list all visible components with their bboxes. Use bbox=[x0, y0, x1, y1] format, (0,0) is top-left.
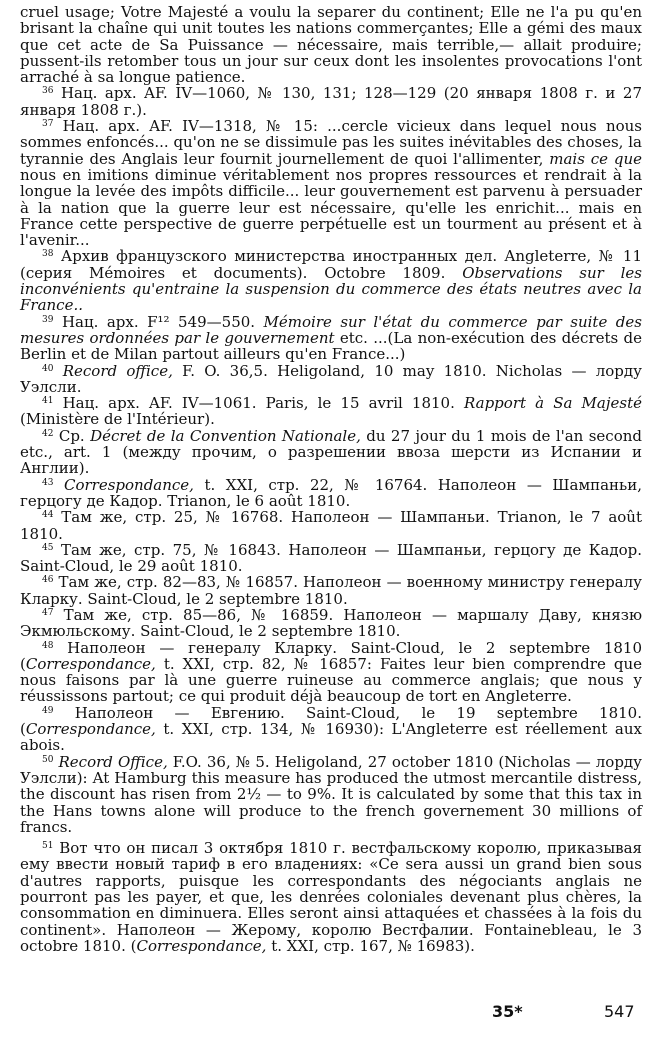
footnote-number: 43 bbox=[42, 477, 54, 488]
footnote-text: nous en imitions diminue véritablement nos propres ressources et rendrait à la longue la levée des impôts difficile... leur gouvernement est parvenu à persuader à la nation que la guerre leur est nécessaire, qu'elle les enrichit... mais en France cette perspective de guerre perpétuelle est un tourment au présent et à l'avenir... bbox=[20, 165, 642, 250]
footnote-italic-text: Correspondance, bbox=[136, 936, 267, 955]
footnote-text: Нац. арх. F¹² 549—550. bbox=[61, 312, 264, 331]
footnote-text: etc. ...(La non-exécution des décrets de Berlin et de Milan partout ailleurs qu'en France...) bbox=[20, 328, 642, 364]
footnote-number: 46 bbox=[42, 575, 54, 586]
footnote-text: (Ministère de l'Intérieur). bbox=[20, 410, 215, 429]
footnote-list bbox=[20, 85, 642, 954]
footnote-italic-text: Observations sur les inconvénients qu'entraine la suspension du commerce des états neutres avec la France.. bbox=[20, 263, 642, 315]
footnote bbox=[20, 542, 642, 575]
footnote-italic-text: Rapport à Sa Majesté bbox=[464, 394, 642, 413]
footnote bbox=[20, 248, 642, 313]
footnote-italic-text: Décret de la Convention Nationale, bbox=[90, 426, 361, 445]
footnote-text: Там же, стр. 82—83, № 16857. Наполеон — военному министру генералу Кларку. Saint-Cloud, le 2 septembre 1810. bbox=[20, 573, 642, 608]
footnote-italic-text: Record office, bbox=[62, 361, 173, 380]
footnote-text: Ср. bbox=[58, 426, 91, 445]
footnote bbox=[20, 640, 642, 705]
lead-paragraph: cruel usage; Votre Majesté a voulu la separer du continent; Elle ne l'a pu qu'en brisant la chaîne qui unit toutes les nations commerçantes; Elle a gémi des maux que cet acte de Sa Puissance — nécessaire, mais terrible,— allait produire; pussent-ils retomber tous un jour sur ceux dont les insolentes provocations l'ont arraché à sa longue patience. bbox=[20, 3, 642, 87]
footnote-number: 48 bbox=[42, 640, 54, 651]
footnote-italic-text: Correspondance, bbox=[25, 720, 156, 739]
footnote bbox=[20, 607, 642, 640]
footnote-text: du 27 jour du 1 mois de l'an second etc., art. 1 (между прочим, о разрешении ввоза шерсти из Испании и Англии). bbox=[20, 426, 642, 478]
footnote-text: Наполеон — генералу Кларку. Saint-Cloud, le 2 septembre 1810 ( bbox=[20, 638, 642, 673]
footnote bbox=[20, 428, 642, 477]
footnote-number: 49 bbox=[42, 705, 54, 716]
footnote-number: 42 bbox=[42, 428, 54, 439]
footnote-text: Там же, стр. 85—86, № 16859. Наполеон — маршалу Даву, князю Экмюльскому. Saint-Cloud, le 2 septembre 1810. bbox=[20, 605, 642, 641]
footnote-italic-text: Correspondance, bbox=[63, 475, 194, 494]
footnote bbox=[20, 477, 642, 510]
footnote-text: t. XXI, стр. 167, № 16983). bbox=[266, 936, 475, 955]
footnote-text: Наполеон — Евгению. Saint-Cloud, le 19 septembre 1810. ( bbox=[20, 703, 642, 739]
footnote-number: 47 bbox=[42, 607, 54, 618]
footnote-text: Нац. арх. AF. IV—1318, № 15: ...cercle vicieux dans lequel nous nous sommes enfoncés... qu'on ne se dissimule pas les suites inévitables des choses, la tyrannie des Anglais leur fournit journellement de quoi l'allimenter, bbox=[20, 117, 642, 168]
footnote-text: Нац. арх. AF. IV—1060, № 130, 131; 128—129 (20 января 1808 г. и 27 января 1808 г.). bbox=[20, 84, 642, 119]
footnote bbox=[20, 574, 642, 607]
footnote-number: 37 bbox=[42, 119, 54, 130]
footnote-number: 45 bbox=[42, 542, 54, 553]
footnote-text: t. XXI, стр. 22, № 16764. Наполеон — Шампаньи, герцогу де Кадор. Trianon, le 6 août 1810. bbox=[20, 475, 642, 510]
footnotes-column bbox=[20, 4, 642, 954]
footnote bbox=[20, 314, 642, 363]
footnote-text: t. XXI, стр. 134, № 16930): L'Angleterre est réellement aux abois. bbox=[20, 720, 642, 755]
footnote-text: t. XXI, стр. 82, № 16857: Faites leur bien comprendre que nous faisons par là une guerre ruineuse au commerce anglais; que nous y réussissons partout; ce qui produit déjà beaucoup de tort en Angleterre. bbox=[20, 654, 642, 706]
footnote bbox=[20, 509, 642, 542]
footnote bbox=[20, 363, 642, 396]
signature-mark: 35* bbox=[492, 1002, 523, 1021]
footnote-number: 44 bbox=[42, 510, 54, 521]
footnote-italic-text: mais ce que bbox=[549, 149, 643, 168]
footnote-italic-text: Mémoire sur l'état du commerce par suite des mesures ordonnées par le gouvernement bbox=[20, 312, 642, 347]
footnote-text: Вот что он писал 3 октября 1810 г. вестфальскому королю, приказывая ему ввести новый тариф в его владениях: «Ce sera aussi un grand bien sous d'autres rapports, puisque les correspondants des négociants anglais ne pourront pas les payer, et que, les denrées coloniales devenant plus chères, la consommation en diminuera. Elles seront ainsi attaquées et chassées à la fois du continent». Наполеон — Жерому, королю Вестфалии. Fontainebleau, le 3 octobre 1810. ( bbox=[20, 839, 642, 955]
page-number: 547 bbox=[604, 1002, 635, 1021]
footnote bbox=[20, 118, 642, 248]
footnote-number: 39 bbox=[42, 314, 54, 325]
footnote-italic-text: Correspondance, bbox=[25, 654, 156, 673]
footnote-number: 50 bbox=[42, 754, 54, 765]
footnote-number: 36 bbox=[42, 86, 54, 97]
page-footer bbox=[0, 1004, 662, 1028]
footnote bbox=[20, 85, 642, 118]
footnote-text: Там же, стр. 25, № 16768. Наполеон — Шампаньи. Trianon, le 7 août 1810. bbox=[20, 508, 642, 543]
footnote-text: F. O. 36,5. Heligoland, 10 may 1810. Nicholas — лорду Уэлсли. bbox=[20, 361, 642, 396]
footnote-text: Архив французского министерства иностранных дел. Angleterre, № 11 (серия Mémoires et documents). Octobre 1809. bbox=[20, 247, 642, 282]
footnote-number: 41 bbox=[42, 396, 54, 407]
footnote-number: 51 bbox=[42, 841, 54, 852]
footnote bbox=[20, 840, 642, 954]
footnote bbox=[20, 705, 642, 754]
footnote-number: 40 bbox=[42, 363, 54, 374]
footnote bbox=[20, 395, 642, 428]
footnote-text: Нац. арх. AF. IV—1061. Paris, le 15 avril 1810. bbox=[62, 394, 464, 413]
footnote-text: F.O. 36, № 5. Heligoland, 27 october 1810 (Nicholas — лорду Уэлсли): At Hamburg this measure has produced the utmost mercantile distress, the discount has risen from 2½ — to 9%. It is calculated by some that this tax in the Hans towns alone will produce to the french governement 30 millions of francs. bbox=[20, 752, 642, 836]
footnote-number: 38 bbox=[42, 249, 54, 260]
footnote bbox=[20, 754, 642, 835]
footnote-text: Там же, стр. 75, № 16843. Наполеон — Шампаньи, герцогу де Кадор. Saint-Cloud, le 29 août 1810. bbox=[20, 540, 642, 576]
footnote-italic-text: Record Office, bbox=[58, 752, 168, 771]
